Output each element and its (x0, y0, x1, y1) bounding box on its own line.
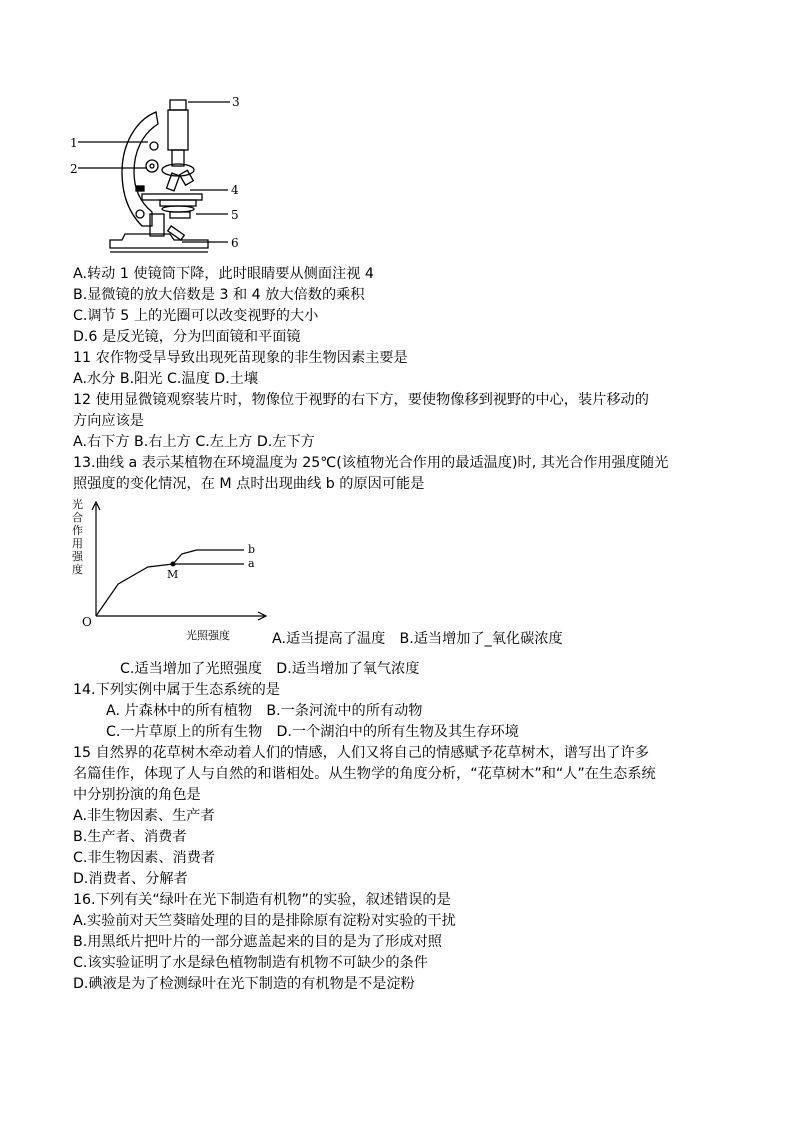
q10-option-c: C.调节 5 上的光圈可以改变视野的大小 (73, 308, 319, 324)
q16-option-d: D.碘液是为了检测绿叶在光下制造的有机物是不是淀粉 (73, 976, 415, 992)
q15-stem-line3: 中分别扮演的角色是 (73, 787, 201, 803)
q10-option-a: A.转动 1 使镜筒下降，此时眼睛要从侧面注视 4 (73, 266, 374, 282)
photosynthesis-chart (70, 496, 270, 646)
chart-series-label-b: b (248, 543, 256, 556)
q13-stem-line1: 13.曲线 a 表示某植物在环境温度为 25℃(该植物光合作用的最适温度)时, 其光合作用强度随光 (73, 455, 669, 471)
q15-option-a: A.非生物因素、生产者 (73, 808, 215, 824)
chart-point-m (170, 562, 175, 567)
q14-stem: 14.下列实例中属于生态系统的是 (73, 682, 281, 698)
chart-origin-label: O (82, 615, 92, 629)
chart-ylabel-char: 度 (72, 563, 83, 576)
microscope-label-4: 4 (231, 183, 239, 197)
q10-option-b: B.显微镜的放大倍数是 3 和 4 放大倍数的乘积 (73, 287, 365, 303)
q13-stem-line2: 照强度的变化情况，在 M 点时出现曲线 b 的原因可能是 (73, 476, 425, 492)
q15-option-d: D.消费者、分解者 (73, 871, 188, 887)
chart-ylabel-char: 合 (72, 511, 83, 524)
q13-options-cd: C.适当增加了光照强度 D.适当增加了氧气浓度 (120, 661, 420, 677)
q13-options-ab: A.适当提高了温度 B.适当增加了_氧化碳浓度 (272, 631, 563, 647)
q15-option-c: C.非生物因素、消费者 (73, 850, 216, 866)
microscope-label-6: 6 (231, 236, 239, 250)
q10-option-d: D.6 是反光镜，分为凹面镜和平面镜 (73, 329, 301, 345)
q14-options-cd: C.一片草原上的所有生物 D.一个湖泊中的所有生物及其生存环境 (106, 724, 519, 740)
q15-stem-line2: 名篇佳作，体现了人与自然的和谐相处。从生物学的角度分析，“花草树木”和“人”在生态系统 (73, 766, 656, 782)
microscope-label-2: 2 (70, 162, 78, 176)
chart-series-label-a: a (248, 557, 255, 570)
q15-option-b: B.生产者、消费者 (73, 829, 187, 845)
q16-stem: 16.下列有关“绿叶在光下制造有机物”的实验，叙述错误的是 (73, 892, 451, 908)
microscope-figure (70, 92, 250, 260)
q12-stem-line1: 12 使用显微镜观察装片时，物像位于视野的右下方，要使物像移到视野的中心，装片移动的 (73, 392, 649, 408)
chart-xlabel: 光照强度 (186, 629, 230, 642)
microscope-label-5: 5 (231, 208, 239, 222)
q14-options-ab: A. 片森林中的所有植物 B.一条河流中的所有动物 (106, 703, 423, 719)
chart-ylabel-char: 强 (72, 550, 83, 563)
q16-option-a: A.实验前对天竺葵暗处理的目的是排除原有淀粉对实验的干扰 (73, 913, 456, 929)
chart-series-line-b (173, 550, 244, 564)
chart-ylabel-char: 用 (72, 537, 83, 550)
q16-option-c: C.该实验证明了水是绿色植物制造有机物不可缺少的条件 (73, 955, 428, 971)
q11-stem: 11 农作物受旱导致出现死苗现象的非生物因素主要是 (73, 350, 408, 366)
q15-stem-line1: 15 自然界的花草树木牵动着人们的情感，人们又将自己的情感赋予花草树木，谱写出了许多 (73, 745, 649, 761)
q16-option-b: B.用黑纸片把叶片的一部分遮盖起来的目的是为了形成对照 (73, 934, 442, 950)
chart-ylabel-char: 光 (72, 498, 83, 511)
microscope-label-3: 3 (232, 95, 240, 109)
q12-options: A.右下方 B.右上方 C.左上方 D.左下方 (73, 434, 315, 450)
q12-stem-line2: 方向应该是 (73, 413, 144, 429)
chart-point-label: M (166, 568, 179, 581)
microscope-label-1: 1 (70, 136, 78, 150)
q11-options: A.水分 B.阳光 C.温度 D.土壤 (73, 371, 259, 387)
chart-ylabel-char: 作 (72, 524, 83, 537)
